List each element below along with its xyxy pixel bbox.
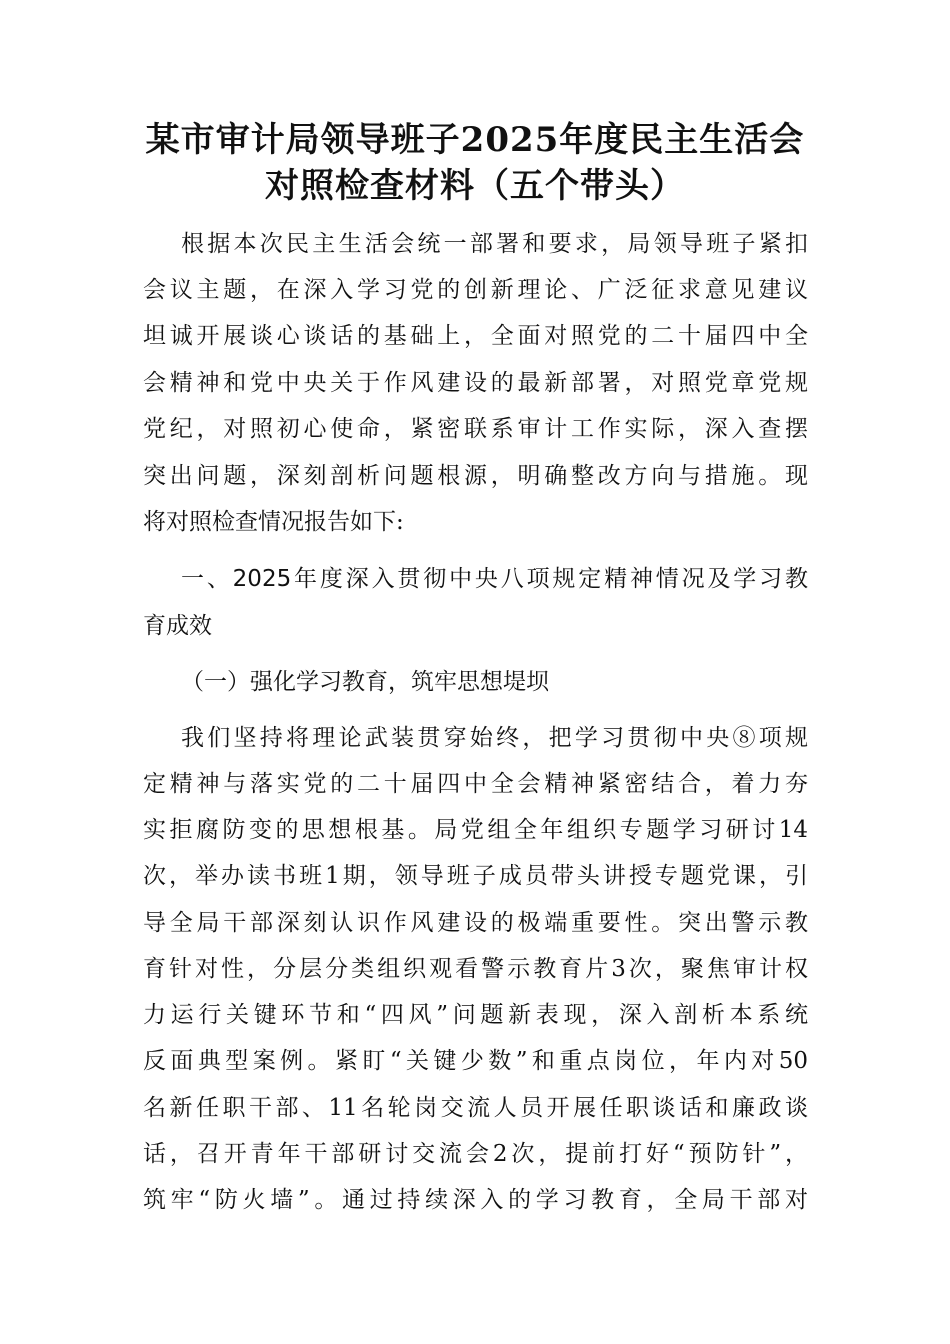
section-heading-line-1: 一、2025年度深入贯彻中央八项规定精神情况及学习教 [181, 566, 808, 592]
intro-paragraph-line: 突出问题，深刻剖析问题根源，明确整改方向与措施。现 [143, 463, 808, 489]
body-paragraph-line: 实拒腐防变的思想根基。局党组全年组织专题学习研讨14 [143, 817, 808, 843]
body-paragraph-line: 筑牢“防火墙”。通过持续深入的学习教育，全局干部对 [143, 1187, 808, 1213]
document-title-line-1: 某市审计局领导班子2025年度民主生活会 [145, 120, 805, 160]
body-paragraph-line: 话，召开青年干部研讨交流会2次，提前打好“预防针”， [143, 1141, 808, 1167]
intro-paragraph-line: 党纪，对照初心使命，紧密联系审计工作实际，深入查摆 [143, 416, 808, 442]
body-paragraph-line: 力运行关键环节和“四风”问题新表现，深入剖析本系统 [143, 1002, 808, 1028]
intro-paragraph-line: 会议主题，在深入学习党的创新理论、广泛征求意见建议 [143, 277, 808, 303]
section-heading-line-2: 育成效 [143, 613, 212, 639]
intro-paragraph-line: 将对照检查情况报告如下: [143, 509, 404, 535]
body-paragraph-line: 导全局干部深刻认识作风建设的极端重要性。突出警示教 [143, 910, 808, 936]
body-paragraph-line: 我们坚持将理论武装贯穿始终，把学习贯彻中央⑧项规 [181, 725, 808, 751]
document-title-line-2: 对照检查材料（五个带头） [265, 166, 685, 206]
body-paragraph-line: 定精神与落实党的二十届四中全会精神紧密结合，着力夯 [143, 771, 808, 797]
intro-paragraph-line: 会精神和党中央关于作风建设的最新部署，对照党章党规 [143, 370, 808, 396]
body-paragraph-line: 名新任职干部、11名轮岗交流人员开展任职谈话和廉政谈 [143, 1095, 808, 1121]
body-paragraph-line: 反面典型案例。紧盯“关键少数”和重点岗位，年内对50 [143, 1048, 808, 1074]
body-paragraph-line: 次，举办读书班1期，领导班子成员带头讲授专题党课，引 [143, 863, 808, 889]
intro-paragraph-line: 坦诚开展谈心谈话的基础上，全面对照党的二十届四中全 [143, 323, 808, 349]
subsection-heading: （一）强化学习教育，筑牢思想堤坝 [181, 669, 549, 695]
intro-paragraph-line: 根据本次民主生活会统一部署和要求，局领导班子紧扣 [181, 231, 808, 257]
body-paragraph-line: 育针对性，分层分类组织观看警示教育片3次，聚焦审计权 [143, 956, 808, 982]
